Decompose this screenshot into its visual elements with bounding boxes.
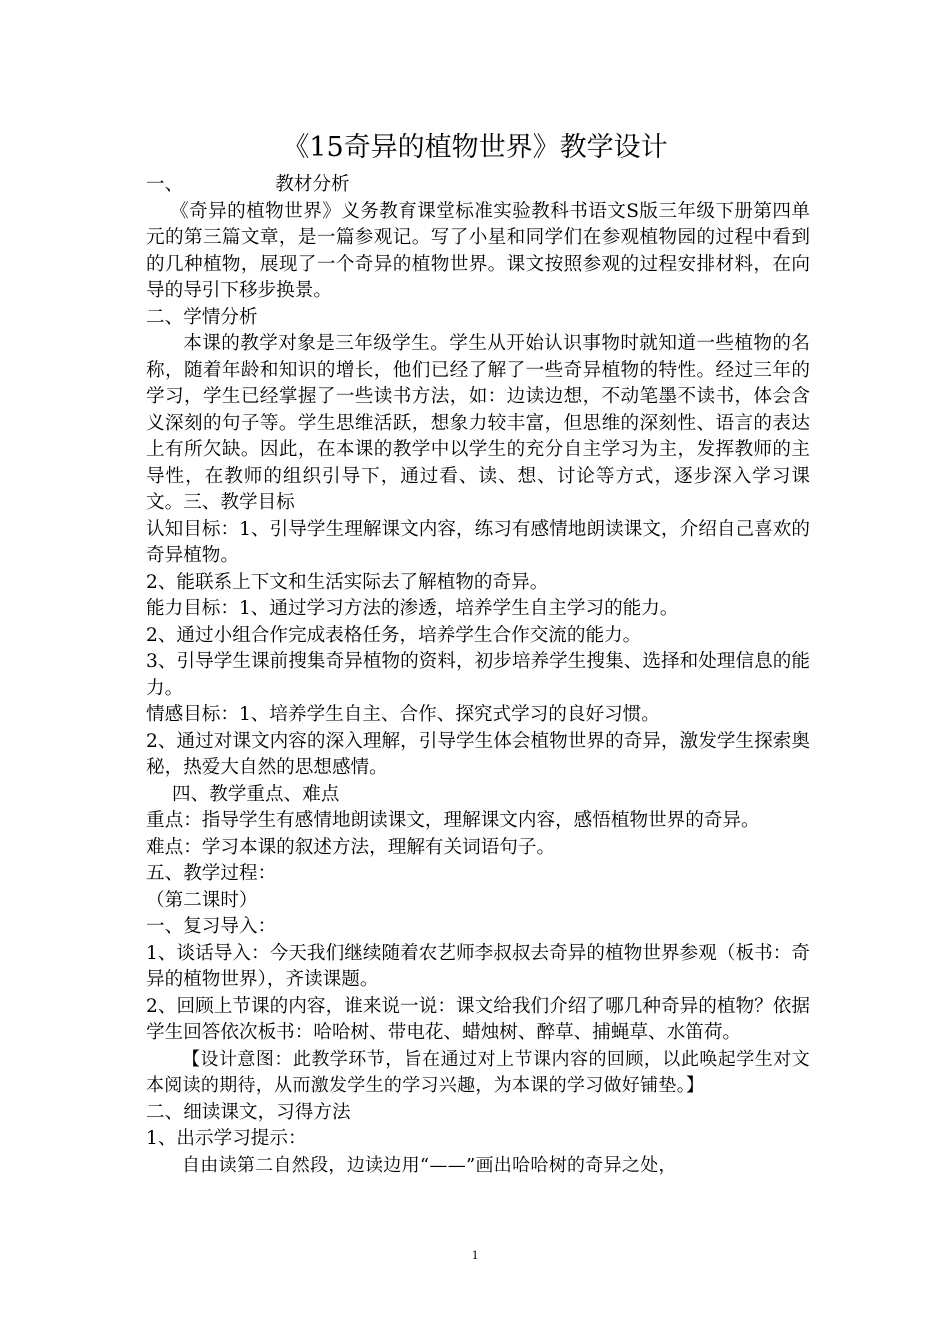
goal-emotion-1: 情感目标：1、培养学生自主、合作、探究式学习的良好习惯。 [146, 704, 660, 725]
step1-item-1: 1、谈话导入：今天我们继续随着农艺师李叔叔去奇异的植物世界参观（板书：奇异的植物世界），齐读课题。 [146, 942, 810, 990]
section-heading-text: 教材分析 [275, 174, 350, 195]
step2-heading: 二、细读课文，习得方法 [146, 1101, 351, 1123]
step2-item-1: 1、出示学习提示： [146, 1128, 307, 1149]
page-number: 1 [471, 1247, 479, 1262]
step1-item-2: 2、回顾上节课的内容，谁来说一说：课文给我们介绍了哪几种奇异的植物？依据学生回答依次板书：哈哈树、带电花、蜡烛树、醉草、捕蝇草、水笛荷。 [146, 995, 810, 1043]
goal-ability-3: 3、引导学生课前搜集奇异植物的资料，初步培养学生搜集、选择和处理信息的能力。 [146, 651, 810, 699]
goal-ability-1: 能力目标：1、通过学习方法的渗透，培养学生自主学习的能力。 [146, 598, 679, 619]
section-heading-2: 二、学情分析 [146, 306, 258, 328]
difficult-point: 难点：学习本课的叙述方法，理解有关词语句子。 [146, 836, 556, 858]
goal-emotion-2: 2、通过对课文内容的深入理解，引导学生体会植物世界的奇异，激发学生探索奥秘，热爱大自然的思想感情。 [146, 730, 810, 778]
document-body [146, 172, 810, 1179]
section-heading-1 [146, 172, 810, 199]
paragraph-textbook-analysis: 《奇异的植物世界》义务教育课堂标准实验教科书语文S版三年级下册第四单元的第三篇文章，是一篇参观记。写了小星和同学们在参观植物园的过程中看到的几种植物，展现了一个奇异的植物世界。课文按照参观的过程安排材料，在向导的导引下移步换景。 [146, 200, 810, 301]
section-heading-number: 一、 [146, 174, 184, 195]
key-point: 重点：指导学生有感情地朗读课文，理解课文内容，感悟植物世界的奇异。 [146, 810, 760, 831]
goal-cognitive-1: 认知目标：1、引导学生理解课文内容，练习有感情地朗读课文，介绍自己喜欢的奇异植物。 [146, 518, 810, 566]
goal-cognitive-2: 2、能联系上下文和生活实际去了解植物的奇异。 [146, 571, 549, 593]
goal-ability-2: 2、通过小组合作完成表格任务，培养学生合作交流的能力。 [146, 624, 642, 646]
step2-prompt: 自由读第二自然段，边读边用“——”画出哈哈树的奇异之处， [182, 1154, 677, 1176]
paragraph-student-analysis: 本课的教学对象是三年级学生。学生从开始认识事物时就知道一些植物的名称，随着年龄和知识的增长，他们已经了解了一些奇异植物的特性。经过三年的学习，学生已经掌握了一些读书方法，如：边读边想，不动笔墨不读书，体会含义深刻的句子等。学生思维活跃，想象力较丰富，但思维的深刻性、语言的表达上有所欠缺。因此，在本课的教学中以学生的充分自主学习为主，发挥教师的主导性，在教师的组织引导下，通过看、读、想、讨论等方式，逐步深入学习课文。三、教学目标 [146, 333, 810, 513]
lesson-label: （第二课时） [146, 889, 258, 911]
design-intent-note: 【设计意图：此教学环节，旨在通过对上节课内容的回顾，以此唤起学生对文本阅读的期待，从而激发学生的学习兴趣，为本课的学习做好铺垫。】 [146, 1048, 810, 1096]
section-heading-4: 四、教学重点、难点 [172, 783, 340, 805]
step1-heading: 一、复习导入： [146, 916, 277, 937]
document-title: 《15奇异的植物世界》教学设计 [282, 132, 668, 163]
section-heading-5: 五、教学过程： [146, 863, 277, 884]
